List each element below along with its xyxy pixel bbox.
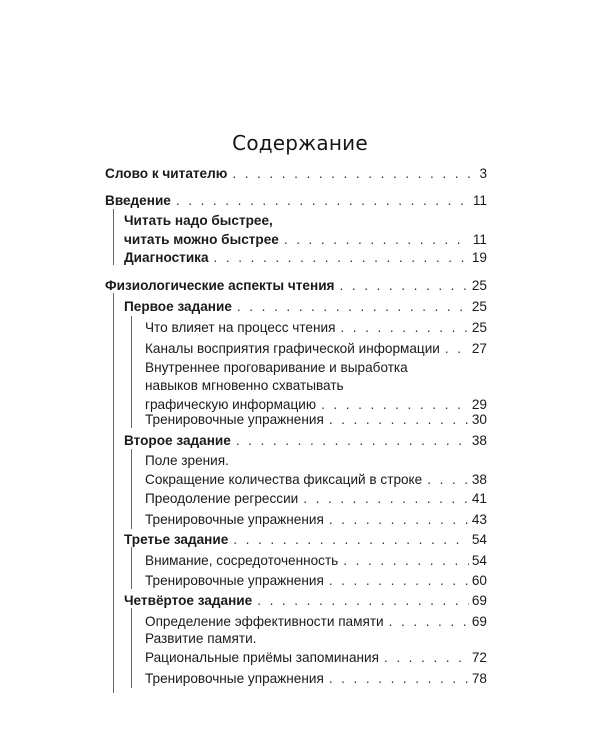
toc-entry-page: 30: [471, 412, 487, 427]
toc-entry[interactable]: [124, 431, 487, 451]
toc-entry-label: Введение: [105, 193, 171, 208]
subsection-bracket: [131, 316, 132, 428]
toc-entry-page: 41: [471, 491, 487, 506]
toc-entry-page: 25: [471, 299, 487, 314]
toc-entry-page: 60: [471, 573, 487, 588]
toc-entry-label: Тренировочные упражнения: [145, 573, 324, 588]
toc-entry-label: Диагностика: [124, 250, 209, 265]
dot-leader: [329, 510, 469, 530]
dot-leader: [214, 248, 469, 268]
dot-leader: [329, 669, 469, 689]
toc-entry[interactable]: [145, 551, 487, 571]
toc-entry-label: графическую информацию: [145, 397, 317, 412]
subsection-bracket: [131, 449, 132, 529]
toc-entry[interactable]: [145, 489, 487, 509]
toc-entry-label-line: Поле зрения.: [145, 453, 229, 468]
toc-entry-page: 27: [471, 341, 487, 356]
toc-entry-label: Внимание, сосредоточенность: [145, 553, 339, 568]
dot-leader: [236, 431, 469, 451]
toc-entry[interactable]: [105, 191, 487, 211]
toc-entry-label: Что влияет на процесс чтения: [145, 320, 336, 335]
dot-leader: [384, 648, 469, 668]
dot-leader: [176, 191, 470, 211]
dot-leader: [340, 318, 468, 338]
toc-entry-label: Сокращение количества фиксаций в строке: [145, 472, 423, 487]
toc-entry-page: 25: [471, 320, 487, 335]
toc-entry-page: 69: [471, 593, 487, 608]
toc-entry-page: 38: [471, 472, 487, 487]
toc-entry-label-line: Внутреннее проговаривание и выработка: [145, 360, 408, 375]
toc-entry-label: Преодоление регрессии: [145, 491, 299, 506]
toc-entry[interactable]: [124, 297, 487, 317]
toc-entry[interactable]: [124, 530, 487, 550]
toc-entry-label: Определение эффективности памяти: [145, 614, 384, 629]
toc-entry[interactable]: [145, 612, 487, 632]
dot-leader: [233, 530, 469, 550]
toc-entry[interactable]: [105, 276, 487, 296]
toc-entry[interactable]: [105, 164, 487, 184]
dot-leader: [232, 164, 476, 184]
toc-entry-page: 54: [471, 553, 487, 568]
toc-entry-page: 78: [471, 671, 487, 686]
toc-entry-label: Тренировочные упражнения: [145, 671, 324, 686]
dot-leader: [284, 230, 470, 250]
toc-entry-label: Тренировочные упражнения: [145, 512, 324, 527]
toc-entry-label: Третье задание: [124, 532, 229, 547]
toc-entry[interactable]: [145, 318, 487, 338]
toc-entry-page: 25: [471, 278, 487, 293]
toc-entry-label-line: Читать надо быстрее,: [124, 213, 273, 228]
toc-entry-page: 29: [471, 397, 487, 412]
toc-entry[interactable]: [124, 591, 487, 611]
dot-leader: [389, 612, 469, 632]
toc-entry-page: 11: [472, 193, 487, 208]
page-title: Содержание: [232, 131, 368, 155]
toc-entry[interactable]: [145, 630, 487, 668]
toc-entry-page: 72: [471, 650, 487, 665]
toc-entry[interactable]: [124, 248, 487, 268]
toc-entry-label-line: Развитие памяти.: [145, 631, 257, 646]
dot-leader: [343, 551, 469, 571]
toc-entry[interactable]: [145, 359, 487, 415]
toc-entry-page: 54: [471, 532, 487, 547]
section-bracket: [113, 209, 114, 265]
toc-entry-page: 38: [471, 433, 487, 448]
toc-entry[interactable]: [145, 339, 487, 359]
toc-entry-label-line: навыков мгновенно схватывать: [145, 378, 344, 393]
dot-leader: [257, 591, 469, 611]
toc-entry-page: 69: [471, 614, 487, 629]
toc-entry-label: Каналы восприятия графической информации: [145, 341, 440, 356]
toc-entry-page: 19: [471, 250, 487, 265]
toc-entry-page: 43: [471, 512, 487, 527]
toc-entry[interactable]: [145, 452, 487, 490]
toc-entry[interactable]: [145, 669, 487, 689]
toc-entry[interactable]: [124, 212, 487, 250]
dot-leader: [340, 276, 469, 296]
toc-entry-page: 3: [479, 166, 487, 181]
subsection-bracket: [131, 608, 132, 688]
toc-entry-label: Тренировочные упражнения: [145, 412, 324, 427]
toc-entry[interactable]: [145, 410, 487, 430]
toc-entry-page: 11: [472, 232, 487, 247]
dot-leader: [237, 297, 469, 317]
toc-entry-label: Физиологические аспекты чтения: [105, 278, 335, 293]
dot-leader: [303, 489, 469, 509]
toc-entry-label: Рациональные приёмы запоминания: [145, 650, 379, 665]
toc-entry-label: Слово к читателю: [105, 166, 228, 181]
toc-entry[interactable]: [145, 510, 487, 530]
dot-leader: [427, 470, 469, 490]
dot-leader: [329, 410, 469, 430]
toc-entry[interactable]: [145, 571, 487, 591]
toc-entry-label: Второе задание: [124, 433, 231, 448]
toc-entry-label: Первое задание: [124, 299, 232, 314]
toc-entry-label: Четвёртое задание: [124, 593, 253, 608]
toc-entry-label: читать можно быстрее: [124, 232, 279, 247]
dot-leader: [329, 571, 469, 591]
section-bracket: [113, 293, 114, 693]
dot-leader: [445, 339, 469, 359]
subsection-bracket: [131, 547, 132, 589]
